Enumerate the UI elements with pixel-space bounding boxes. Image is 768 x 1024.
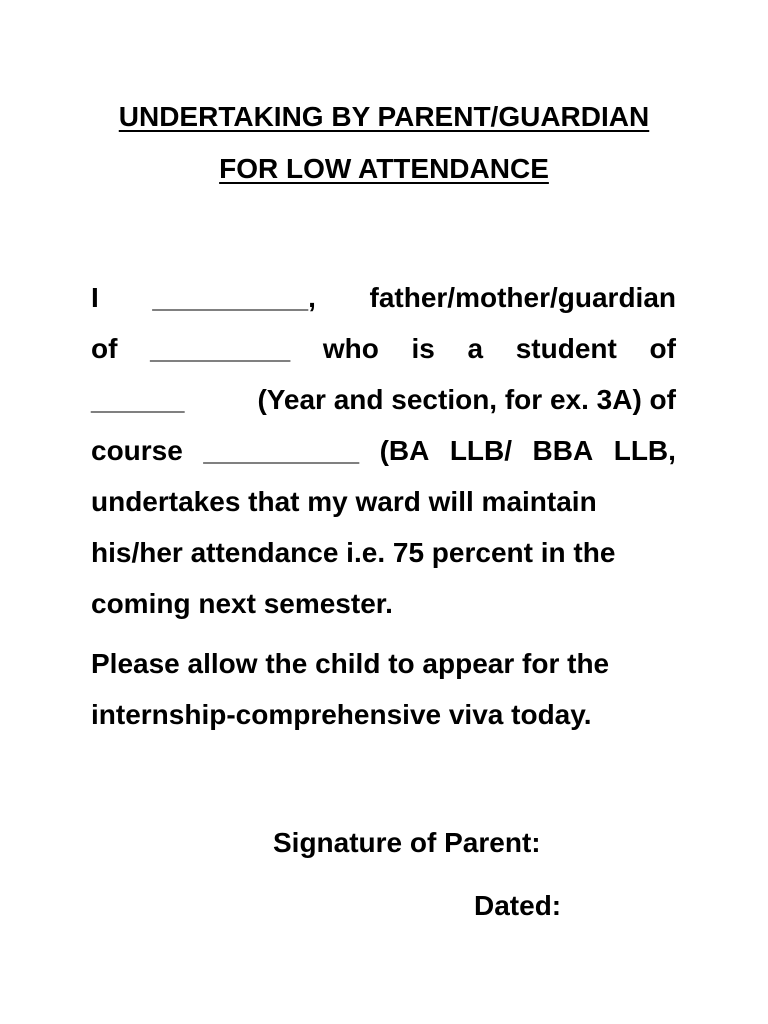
undertaking-paragraph: [91, 272, 676, 629]
word: LLB,: [613, 435, 676, 466]
paragraph-line: internship-comprehensive viva today.: [91, 699, 592, 730]
word: father/mother/guardian: [369, 282, 676, 313]
line-text: undertakes that my ward will maintain: [91, 486, 597, 517]
word: BBA: [532, 435, 594, 466]
word: of: [91, 333, 118, 364]
request-paragraph: [91, 638, 676, 740]
paragraph-line: [91, 527, 676, 578]
course-blank: __________: [203, 435, 360, 466]
paragraph-line: [91, 578, 676, 629]
paragraph-line: [91, 272, 676, 323]
word: course: [91, 435, 183, 466]
parent-name-blank: __________,: [152, 282, 316, 313]
paragraph-line: [91, 323, 676, 374]
document-title-line-1: UNDERTAKING BY PARENT/GUARDIAN: [118, 101, 650, 132]
word: is: [411, 333, 435, 364]
paragraph-line: [91, 425, 676, 476]
dated-label: Dated:: [474, 890, 562, 921]
line-text: his/her attendance i.e. 75 percent in the: [91, 537, 616, 568]
signature-of-parent-label: Signature of Parent:: [273, 827, 541, 858]
word: who: [322, 333, 379, 364]
word: a: [467, 333, 484, 364]
paragraph-line: [91, 374, 676, 425]
word: (BA: [379, 435, 430, 466]
document-title-line-2: FOR LOW ATTENDANCE: [219, 153, 549, 184]
word: LLB/: [449, 435, 513, 466]
paragraph-line: Please allow the child to appear for the: [91, 648, 610, 679]
year-section-blank: ______: [91, 384, 185, 415]
word: student: [515, 333, 617, 364]
word: of: [649, 333, 676, 364]
word: (Year and section, for ex. 3A) of: [257, 384, 676, 415]
line-text: coming next semester.: [91, 588, 393, 619]
word: I: [91, 282, 99, 313]
paragraph-line: [91, 476, 676, 527]
student-name-blank: _________: [150, 333, 291, 364]
